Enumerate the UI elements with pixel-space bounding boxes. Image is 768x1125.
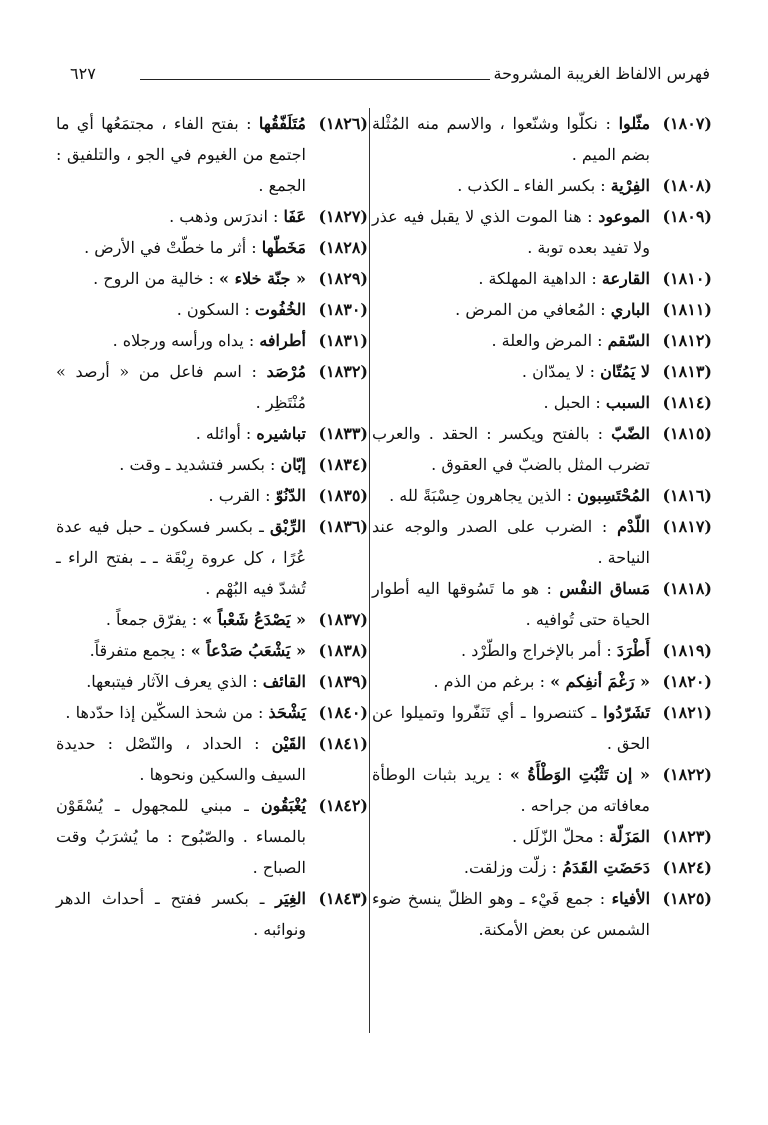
glossary-entry (372, 821, 712, 852)
glossary-entry (372, 480, 712, 511)
entry-text (56, 201, 306, 232)
entry-headword: الرِّبْق (270, 517, 306, 536)
entry-text (372, 666, 650, 697)
glossary-entry (56, 201, 368, 232)
entry-text (56, 604, 306, 635)
entry-headword: مُرْصَد (266, 362, 307, 381)
glossary-entry (372, 170, 712, 201)
entry-headword: الأفياء (611, 889, 651, 908)
entry-text (56, 449, 306, 480)
entry-headword: الفِرْية (610, 176, 650, 195)
entry-number: (١٨٠٧) (662, 114, 712, 133)
entry-number: (١٨٢٧) (318, 207, 368, 226)
entry-headword: مثّلوا (618, 114, 651, 133)
entry-text (56, 418, 306, 449)
glossary-entry (56, 480, 368, 511)
glossary-entry (56, 728, 368, 790)
entry-number: (١٨٣٨) (318, 641, 368, 660)
entry-definition: : برغم من الذم . (433, 672, 545, 691)
entry-number: (١٨٤١) (318, 734, 368, 753)
entry-definition: : زلّت وزلقت. (463, 858, 558, 877)
entry-number: (١٨١٢) (662, 331, 712, 350)
entry-definition: : الضرب على الصدر والوجه عند النياحة . (372, 517, 650, 567)
entry-text (372, 635, 650, 666)
entry-number: (١٨٣١) (318, 331, 368, 350)
entry-headword: القارعة (601, 269, 650, 288)
entry-definition: : المرض والعلة . (491, 331, 603, 350)
glossary-entry (56, 635, 368, 666)
entry-number: (١٨١٠) (662, 269, 712, 288)
entry-definition: : لا يمدّان . (521, 362, 596, 381)
entry-text (372, 263, 650, 294)
entry-text (372, 387, 650, 418)
entry-headword: المُحْتَسِبون (577, 486, 650, 505)
glossary-entry (56, 325, 368, 356)
entry-text (372, 883, 650, 945)
entry-headword: القَيْن (271, 734, 306, 753)
entry-text (372, 511, 650, 573)
entry-definition: : جمع فَيْء ـ وهو الظلّ ينسخ ضوء الشمس عن بعض الأمكنة. (372, 889, 650, 939)
glossary-entry (372, 418, 712, 480)
entry-number: (١٨٢٩) (318, 269, 368, 288)
entry-text (56, 883, 306, 945)
glossary-column-left (56, 108, 368, 945)
entry-number: (١٨٠٩) (662, 207, 712, 226)
entry-definition: : يفرّق جمعاً . (105, 610, 198, 629)
glossary-column-right (372, 108, 712, 945)
glossary-entry (372, 356, 712, 387)
entry-headword: السبب (605, 393, 650, 412)
entry-headword: أَطْرَدَ (616, 641, 650, 660)
entry-number: (١٨٢٣) (662, 827, 712, 846)
entry-headword: اللّدْم (617, 517, 650, 536)
entry-text (372, 108, 650, 170)
glossary-entry (56, 356, 368, 418)
entry-number: (١٨٣٢) (318, 362, 368, 381)
glossary-entry (372, 294, 712, 325)
column-divider (369, 108, 370, 1033)
glossary-entry (56, 697, 368, 728)
glossary-entry (56, 418, 368, 449)
entry-text (372, 294, 650, 325)
glossary-entry (372, 108, 712, 170)
entry-definition: : هو ما تَسُوقها اليه أطوار الحياة حتى تُوافيه . (372, 579, 650, 629)
entry-text (372, 852, 650, 883)
entry-text (372, 573, 650, 635)
entry-definition: : السكون . (176, 300, 250, 319)
entry-headword: السّقم (607, 331, 650, 350)
entry-number: (١٨١٣) (662, 362, 712, 381)
running-title: فهرس الالفاظ الغريبة المشروحة (493, 64, 710, 83)
entry-text (56, 356, 306, 418)
entry-number: (١٨١٦) (662, 486, 712, 505)
glossary-entry (56, 790, 368, 883)
entry-definition: ـ مبني للمجهول ـ يُسْقَوْن بالمساء . والصّبُوح : ما يُشرَبُ وقت الصباح . (56, 796, 306, 877)
entry-definition: : أمر بالإخراج والطّرْد . (461, 641, 612, 660)
entry-text (372, 356, 650, 387)
entry-headword: القائف (262, 672, 306, 691)
entry-definition: : يريد بثبات الوطأة معافاته من جراحه . (372, 765, 650, 815)
entry-number: (١٨٢٨) (318, 238, 368, 257)
entry-number: (١٨١٤) (662, 393, 712, 412)
glossary-entry (372, 666, 712, 697)
entry-text (56, 666, 306, 697)
entry-definition: : الداهية المهلكة . (478, 269, 597, 288)
glossary-entry (372, 697, 712, 759)
entry-number: (١٨٣٦) (318, 517, 368, 536)
glossary-entry (372, 573, 712, 635)
entry-headword: إبّان (280, 455, 306, 474)
entry-text (56, 728, 306, 790)
glossary-entry (372, 759, 712, 821)
entry-definition: : بفتح الفاء ، مجتمَعُها أي ما اجتمع من الغيوم في الجو ، والتلفيق : الجمع . (56, 114, 306, 195)
glossary-entry (56, 263, 368, 294)
entry-definition: : الذين يجاهرون حِسْبَةً لله . (389, 486, 573, 505)
entry-definition: : الذي يعرف الآثار فيتبعها. (86, 672, 258, 691)
entry-definition: : من شحذ السكّين إذا حدّدها . (65, 703, 264, 722)
entry-headword: الدّنُوّ (275, 486, 306, 505)
glossary-entry (372, 635, 712, 666)
page-number: ٦٢٧ (70, 64, 96, 83)
entry-text (56, 697, 306, 728)
entry-definition: : القرب . (208, 486, 271, 505)
entry-number: (١٨٤٣) (318, 889, 368, 908)
entry-number: (١٨٢١) (662, 703, 712, 722)
entry-number: (١٨٣٥) (318, 486, 368, 505)
entry-number: (١٨٤٠) (318, 703, 368, 722)
glossary-entry (372, 511, 712, 573)
entry-headword: تباشيره (256, 424, 306, 443)
entry-text (56, 511, 306, 604)
entry-headword: « يَشْعَبُ صَدْعاً » (190, 641, 306, 660)
glossary-entry (56, 511, 368, 604)
entry-headword: دَحَضَتِ القَدَمُ (562, 858, 650, 877)
glossary-entry (372, 325, 712, 356)
entry-headword: تَشَرّدُوا (603, 703, 651, 722)
entry-headword: الغِيَر (275, 889, 306, 908)
entry-number: (١٨٢٦) (318, 114, 368, 133)
entry-definition: ـ بكسر ففتح ـ أحداث الدهر ونوائبه . (56, 889, 306, 939)
entry-headword: يَشْحَذ (268, 703, 306, 722)
entry-definition: : نكلّوا وشنّعوا ، والاسم منه المُثْلة بضم الميم . (372, 114, 650, 164)
glossary-entry (56, 232, 368, 263)
entry-definition: : خالية من الروح . (93, 269, 214, 288)
entry-text (372, 480, 650, 511)
entry-headword: « جنّة خلاء » (219, 269, 306, 288)
glossary-entry (56, 294, 368, 325)
entry-headword: عَفَا (283, 207, 306, 226)
entry-headword: مَساق النفْس (559, 579, 651, 598)
header-rule (140, 79, 490, 80)
entry-definition: : هنا الموت الذي لا يقبل فيه عذر ولا تفيد بعده توبة . (372, 207, 650, 257)
entry-headword: يُغْبَقُون (260, 796, 306, 815)
entry-headword: مُتَلَفّقُها (258, 114, 306, 133)
entry-text (56, 790, 306, 883)
entry-text (372, 201, 650, 263)
glossary-entry (56, 449, 368, 480)
entry-headword: « إن تَثْبُتِ الوَطْأَةُ » (509, 765, 650, 784)
entry-text (56, 232, 306, 263)
entry-number: (١٨٣٣) (318, 424, 368, 443)
entry-text (372, 325, 650, 356)
entry-headword: الموعود (598, 207, 650, 226)
entry-text (56, 325, 306, 356)
entry-headword: الباري (610, 300, 650, 319)
entry-definition: : يجمع متفرقاً. (89, 641, 186, 660)
entry-number: (١٨٠٨) (662, 176, 712, 195)
entry-text (56, 635, 306, 666)
entry-definition: ـ كتنصروا ـ أي تَنَفّروا وتميلوا عن الحق . (372, 703, 650, 753)
entry-definition: : المُعافي من المرض . (455, 300, 606, 319)
entry-text (372, 170, 650, 201)
entry-number: (١٨٤٢) (318, 796, 368, 815)
entry-definition: : اسم فاعل من « أرصد » مُنْتَظِر . (56, 362, 306, 412)
entry-headword: الضّبّ (611, 424, 650, 443)
entry-text (372, 821, 650, 852)
entry-text (372, 759, 650, 821)
entry-definition: : بالفتح ويكسر : الحقد . والعرب تضرب المثل بالضبّ في العقوق . (372, 424, 650, 474)
glossary-entry (372, 263, 712, 294)
entry-number: (١٨١٥) (662, 424, 712, 443)
entry-number: (١٨١٨) (662, 579, 712, 598)
entry-number: (١٨١٩) (662, 641, 712, 660)
entry-number: (١٨٣٩) (318, 672, 368, 691)
entry-number: (١٨٢٢) (662, 765, 712, 784)
entry-text (56, 294, 306, 325)
entry-definition: : أثر ما خطّتْ في الأرض . (84, 238, 257, 257)
page-header (70, 64, 710, 94)
entry-text (372, 418, 650, 480)
entry-text (56, 263, 306, 294)
entry-text (56, 108, 306, 201)
entry-number: (١٨١٧) (662, 517, 712, 536)
entry-definition: : أوائله . (195, 424, 252, 443)
glossary-entry (372, 883, 712, 945)
entry-text (56, 480, 306, 511)
glossary-entry (372, 852, 712, 883)
entry-headword: الخُفُوت (254, 300, 306, 319)
glossary-entry (372, 387, 712, 418)
entry-headword: « رَغْمَ أنفِكم » (550, 672, 650, 691)
entry-definition: : بكسر فتشديد ـ وقت . (119, 455, 276, 474)
entry-number: (١٨٣٧) (318, 610, 368, 629)
entry-definition: : اندرَس وذهب . (169, 207, 279, 226)
glossary-entry (56, 108, 368, 201)
entry-number: (١٨٢٤) (662, 858, 712, 877)
entry-definition: : يداه ورأسه ورجلاه . (112, 331, 255, 350)
entry-headword: أطرافه (259, 331, 306, 350)
glossary-entry (56, 604, 368, 635)
entry-headword: المَزَلّة (609, 827, 650, 846)
entry-definition: : محلّ الزّلَل . (512, 827, 605, 846)
entry-number: (١٨٣٠) (318, 300, 368, 319)
entry-headword: لا يَمُتّان (600, 362, 650, 381)
entry-definition: : الحداد ، والنّصْل : حديدة السيف والسكين ونحوها . (56, 734, 306, 784)
entry-number: (١٨١١) (662, 300, 712, 319)
entry-headword: « يَصْدَعُ شَعْباً » (202, 610, 306, 629)
glossary-entry (56, 666, 368, 697)
entry-text (372, 697, 650, 759)
entry-definition: : بكسر الفاء ـ الكذب . (457, 176, 606, 195)
glossary-entry (56, 883, 368, 945)
entry-definition: : الحبل . (543, 393, 601, 412)
entry-definition: ـ بكسر فسكون ـ حبل فيه عدة عُرًا ، كل عروة رِبْقَة ـ ـ بفتح الراء ـ تُشدّ فيه البُهْم . (56, 517, 306, 598)
glossary-entry (372, 201, 712, 263)
entry-number: (١٨٢٠) (662, 672, 712, 691)
entry-number: (١٨٣٤) (318, 455, 368, 474)
entry-headword: مَخَطّها (261, 238, 306, 257)
entry-number: (١٨٢٥) (662, 889, 712, 908)
